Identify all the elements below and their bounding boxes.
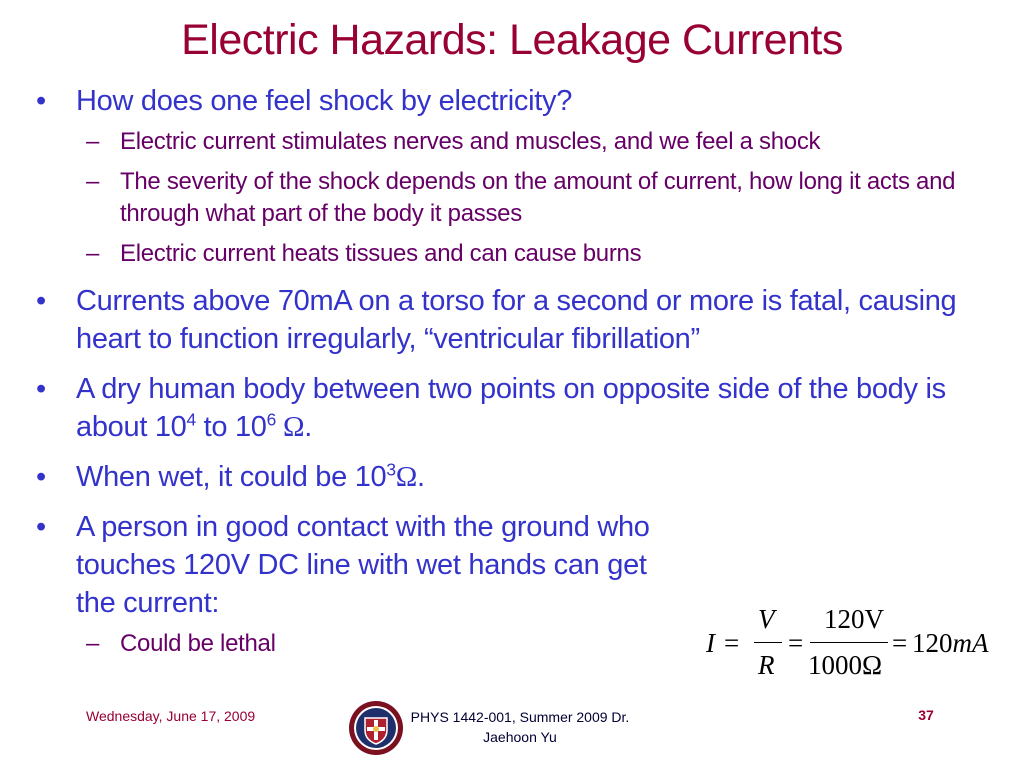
formula-denominator-r: R — [758, 650, 775, 680]
bullet-fatal-current — [30, 282, 1010, 358]
formula-result-value: 120 — [912, 628, 953, 658]
footer-course: PHYS 1442-001, Summer 2009 Dr. Jaehoon Yu — [410, 709, 630, 745]
dash-marker: – — [86, 128, 100, 155]
bullet-text: How does one feel shock by electricity? — [76, 85, 573, 117]
bullet-wet-resistance — [30, 458, 1010, 496]
sub-bullet-text: The severity of the shock depends on the amount of current, how long it acts and through what part of the body it passes — [120, 168, 956, 227]
dash-marker: – — [86, 630, 100, 657]
formula-result-unit: mA — [952, 628, 989, 658]
bullet-text-end: . — [304, 411, 312, 443]
sub-bullet-text: Electric current stimulates nerves and muscles, and we feel a shock — [120, 128, 821, 155]
formula-numerator-v: V — [758, 604, 775, 634]
bullet-text: Currents above 70mA on a torso for a second or more is fatal, causing heart to function irregularly, “ventricular fibrillation” — [76, 285, 957, 355]
fraction-bar — [810, 642, 888, 643]
bullet-text-end: . — [417, 461, 425, 493]
sub-bullet-group — [30, 126, 1010, 270]
formula-equals: = — [724, 628, 740, 658]
formula-result — [912, 628, 989, 659]
sub-bullet-nerves — [30, 126, 1010, 158]
sub-bullet-text: Could be lethal — [120, 630, 276, 657]
current-formula — [700, 600, 1000, 686]
exponent: 6 — [266, 409, 277, 430]
exponent: 4 — [186, 409, 196, 430]
formula-equals: = — [892, 628, 908, 658]
bullet-text: A person in good contact with the ground who touches 120V DC line with wet hands can get the current: — [76, 511, 650, 619]
ohm-symbol: Ω — [276, 411, 305, 443]
sub-bullet-severity — [30, 166, 1010, 230]
dash-marker: – — [86, 168, 100, 195]
sub-bullet-burns — [30, 238, 1010, 270]
bullet-text-prefix: A dry human body between two points on opposite side of the body is about 10 — [76, 373, 946, 443]
bullet-text-mid: to 10 — [195, 411, 267, 443]
formula-lhs: I — [706, 628, 715, 658]
slide-title: Electric Hazards: Leakage Currents — [181, 16, 843, 64]
slide-number: 37 — [918, 707, 934, 723]
slide-body — [30, 82, 1010, 668]
formula-denominator-1000ohm: 1000Ω — [808, 650, 883, 680]
bullet-shock-question — [30, 82, 1010, 120]
fraction-bar — [754, 642, 782, 643]
formula-numerator-120v: 120V — [824, 604, 884, 634]
bullet-dry-resistance — [30, 370, 1010, 446]
bullet-text-prefix: When wet, it could be 10 — [76, 461, 387, 493]
footer-date: Wednesday, June 17, 2009 — [86, 708, 256, 724]
exponent: 3 — [386, 459, 396, 480]
ohm-symbol: Ω — [395, 461, 418, 493]
formula-equals: = — [788, 628, 804, 658]
dash-marker: – — [86, 240, 100, 267]
sub-bullet-text: Electric current heats tissues and can cause burns — [120, 240, 642, 267]
